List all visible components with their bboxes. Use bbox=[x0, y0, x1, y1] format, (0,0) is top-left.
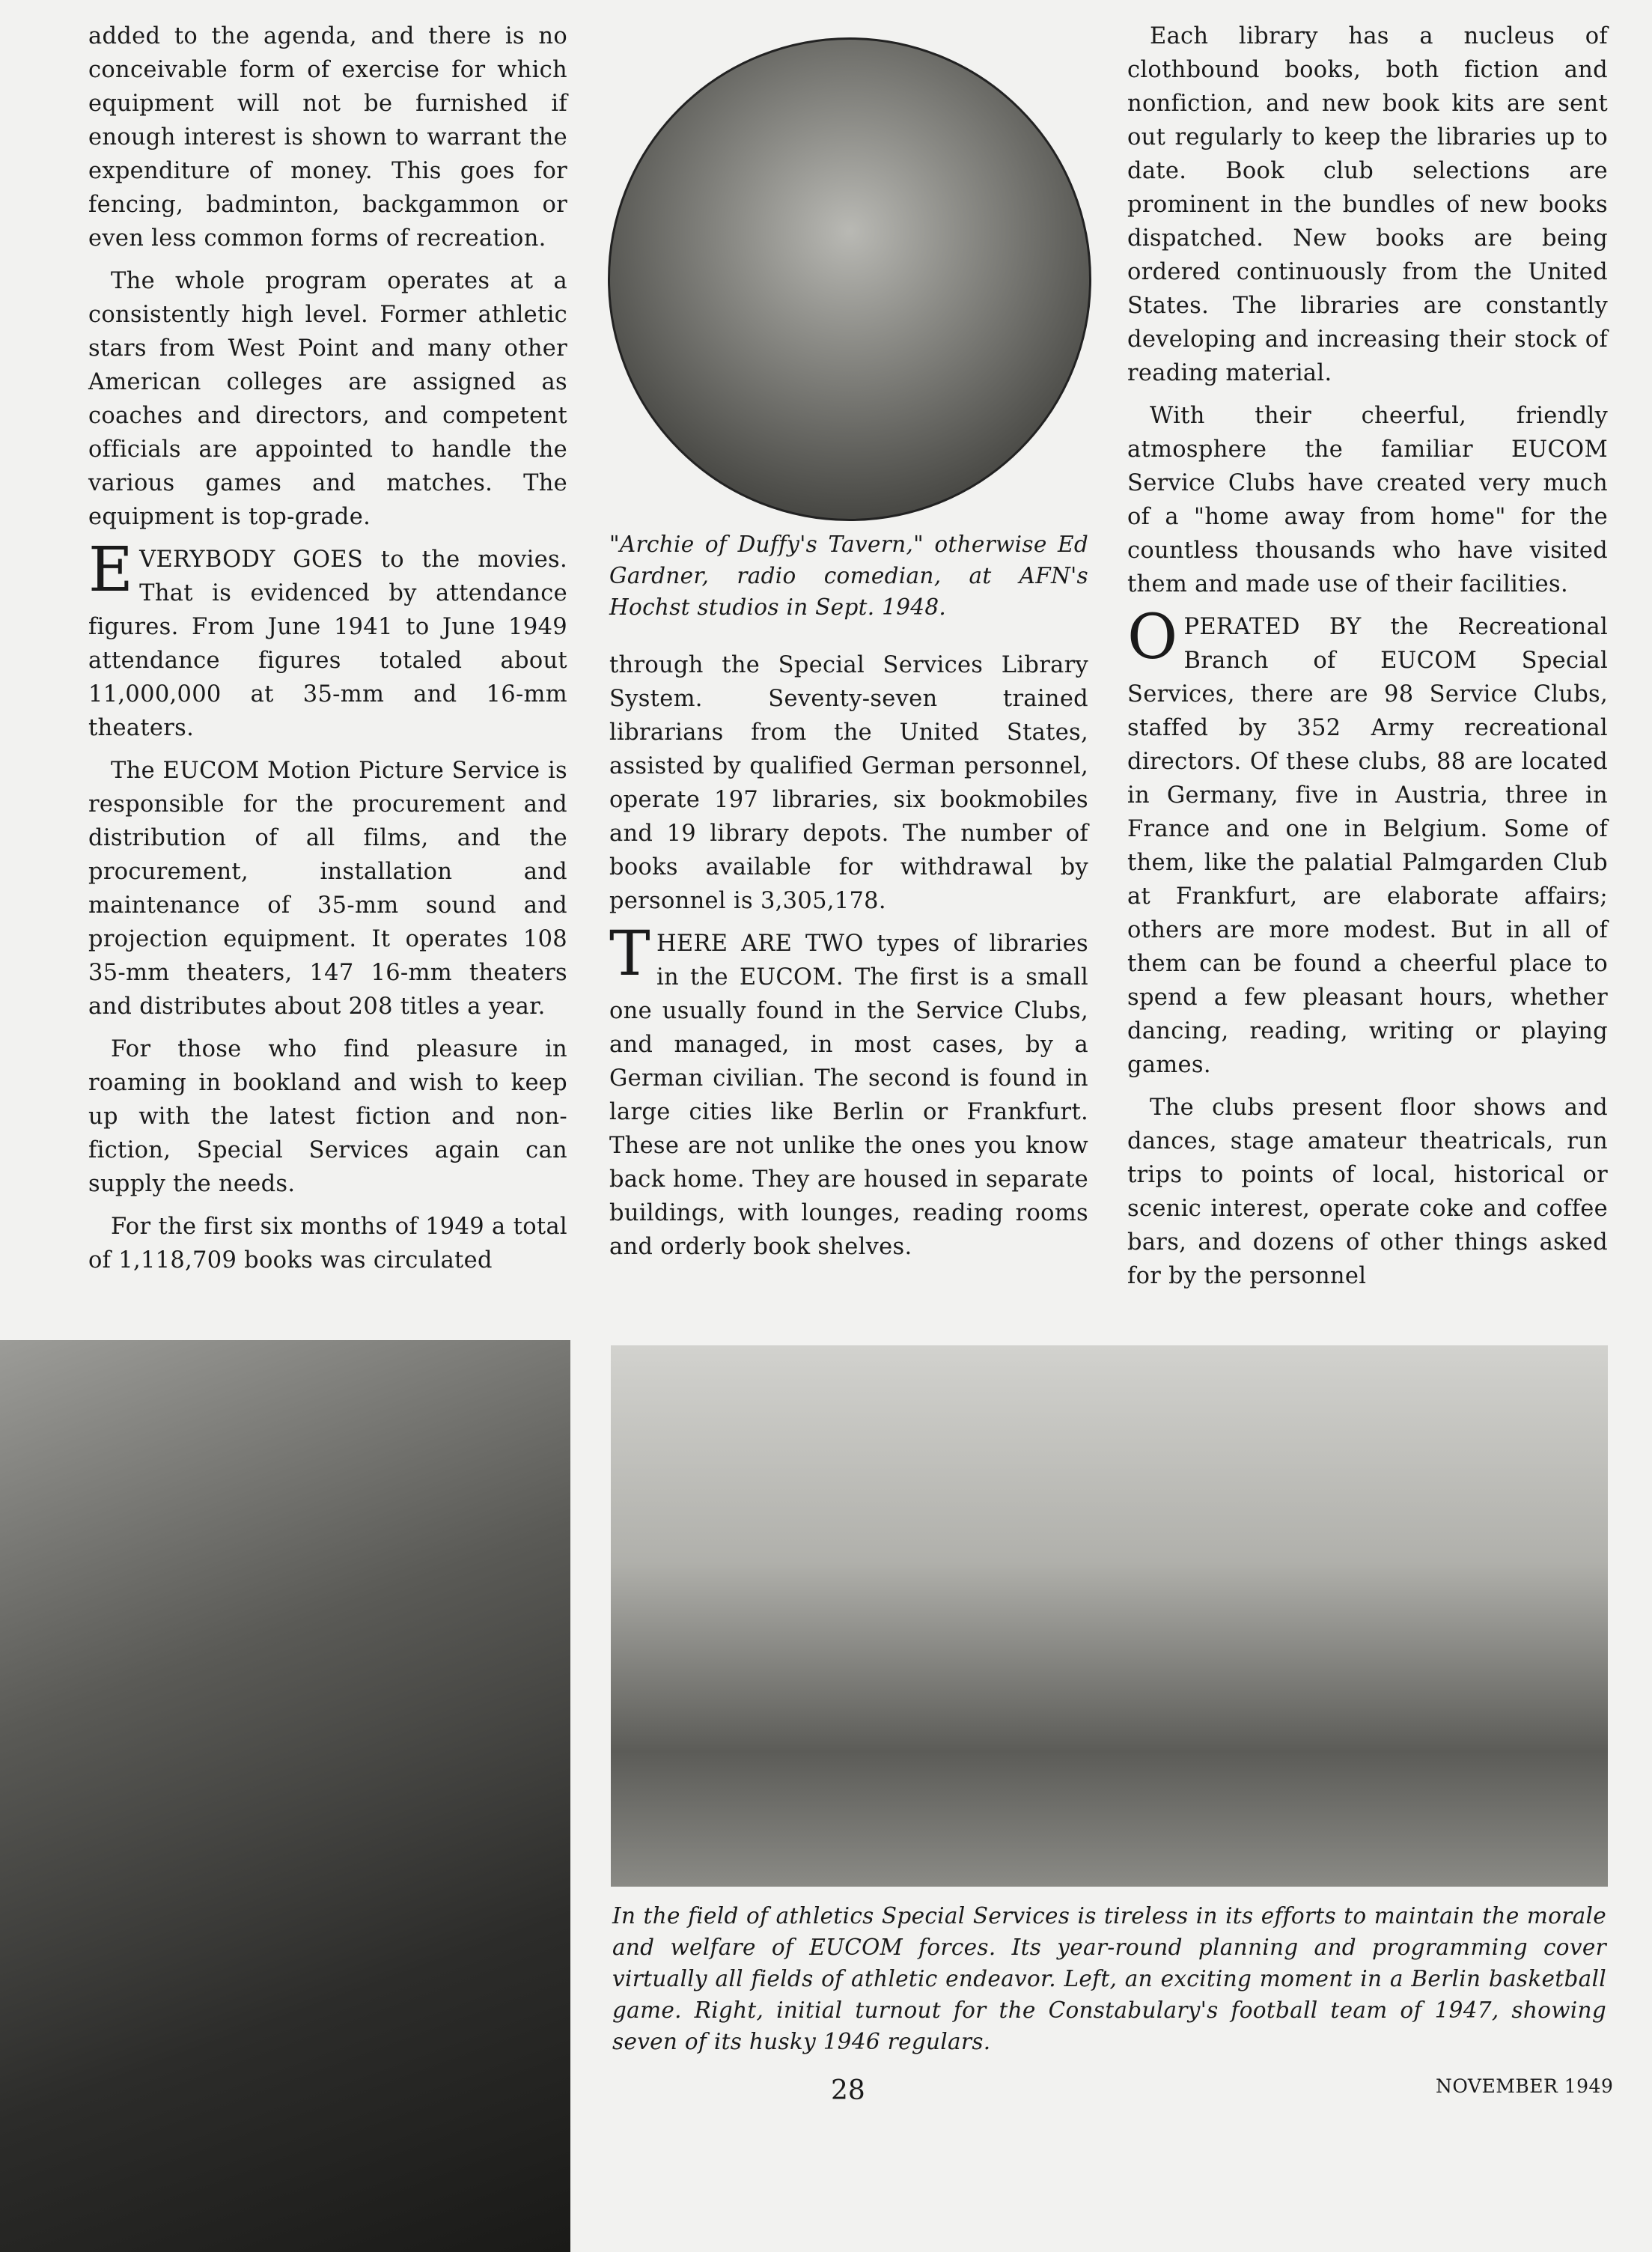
paragraph-text: PERATED BY the Recreational Branch of EUCOM Special Services, there are 98 Service Clubs, staffed by 352 Army recreational directors. Of these clubs, 88 are located in Germany, five in Austria, three in France and one in Belgium. Some of them, like the palatial Palmgarden Club at Frankfurt, are elaborate affairs; others are more modest. But in all of them can be found a cheerful place to spend a few pleasant hours, whether dancing, reading, writing or playing games. bbox=[1127, 614, 1608, 1078]
paragraph: The whole program operates at a consistently high level. Former athletic stars from West Point and many other American colleges are assigned as coaches and directors, and competent officials are appointed to handle the various games and matches. The equipment is top-grade. bbox=[88, 268, 567, 530]
left-text-column bbox=[88, 19, 567, 1286]
page-number: 28 bbox=[831, 2075, 865, 2106]
football-team-photo bbox=[611, 1345, 1608, 1887]
archie-photo-caption: "Archie of Duffy's Tavern," otherwise Ed Gardner, radio comedian, at AFN's Hochst studios in Sept. 1948. bbox=[609, 532, 1088, 620]
paragraph: through the Special Services Library System. Seventy-seven trained librarians from the United States, assisted by qualified German personnel, operate 197 libraries, six bookmobiles and 19 library depots. The number of books available for withdrawal by personnel is 3,305,178. bbox=[609, 652, 1088, 914]
issue-date: NOVEMBER 1949 bbox=[1436, 2075, 1614, 2097]
drop-cap: T bbox=[609, 919, 650, 990]
drop-cap: O bbox=[1127, 602, 1178, 673]
paragraph-text: HERE ARE TWO types of libraries in the EUCOM. The first is a small one usually found in the Service Clubs, and managed, in most cases, by a German civilian. The second is found in large cities like Berlin or Frankfurt. These are not unlike the ones you know back home. They are housed in separate buildings, with lounges, reading rooms and orderly book shelves. bbox=[609, 931, 1088, 1260]
paragraph-text: VERYBODY GOES to the movies. That is evidenced by attendance figures. From June 1941 to June 1949 attendance figures totaled about 11,000,000 at 35-mm and 16-mm theaters. bbox=[88, 547, 567, 741]
paragraph-drop-cap bbox=[88, 535, 567, 745]
drop-cap: E bbox=[88, 535, 134, 606]
paragraph: The clubs present floor shows and dances, stage amateur theatricals, run trips to points of local, historical or scenic interest, operate coke and coffee bars, and dozens of other things asked for by the personnel bbox=[1127, 1095, 1608, 1289]
paragraph: With their cheerful, friendly atmosphere the familiar EUCOM Service Clubs have created very much of a "home away from home" for the countless thousands who have visited them and made use of their facilities. bbox=[1127, 403, 1608, 597]
athletics-photo-caption: In the field of athletics Special Services is tireless in its efforts to maintain the morale and welfare of EUCOM forces. Its year-round planning and programming cover virtually all fields of athletic endeavor. Left, an exciting moment in a Berlin basketball game. Right, initial turnout for the Constabulary's football team of 1947, showing seven of its husky 1946 regulars. bbox=[612, 1903, 1606, 2054]
right-text-column bbox=[1127, 19, 1608, 1302]
paragraph-drop-cap bbox=[609, 919, 1088, 1264]
paragraph: For the first six months of 1949 a total of 1,118,709 books was circulated bbox=[88, 1214, 567, 1273]
basketball-game-photo bbox=[0, 1340, 570, 2252]
paragraph-drop-cap bbox=[1127, 602, 1608, 1082]
paragraph: For those who find pleasure in roaming in bookland and wish to keep up with the latest fiction and non-fiction, Special Services again can supply the needs. bbox=[88, 1036, 567, 1197]
archie-portrait-photo bbox=[608, 37, 1091, 521]
paragraph: The EUCOM Motion Picture Service is responsible for the procurement and distribution of all films, and the procurement, installation and maintenance of 35-mm sound and projection equipment. It operates 108 35-mm theaters, 147 16-mm theaters and distributes about 208 titles a year. bbox=[88, 758, 567, 1020]
paragraph: added to the agenda, and there is no conceivable form of exercise for which equipment will not be furnished if enough interest is shown to warrant the expenditure of money. This goes for fencing, badminton, backgammon or even less common forms of recreation. bbox=[88, 23, 567, 252]
paragraph: Each library has a nucleus of clothbound books, both fiction and nonfiction, and new book kits are sent out regularly to keep the libraries up to date. Book club selections are prominent in the bundles of new books dispatched. New books are being ordered continuously from the United States. The libraries are constantly developing and increasing their stock of reading material. bbox=[1127, 23, 1608, 386]
middle-text-column bbox=[609, 648, 1088, 1273]
